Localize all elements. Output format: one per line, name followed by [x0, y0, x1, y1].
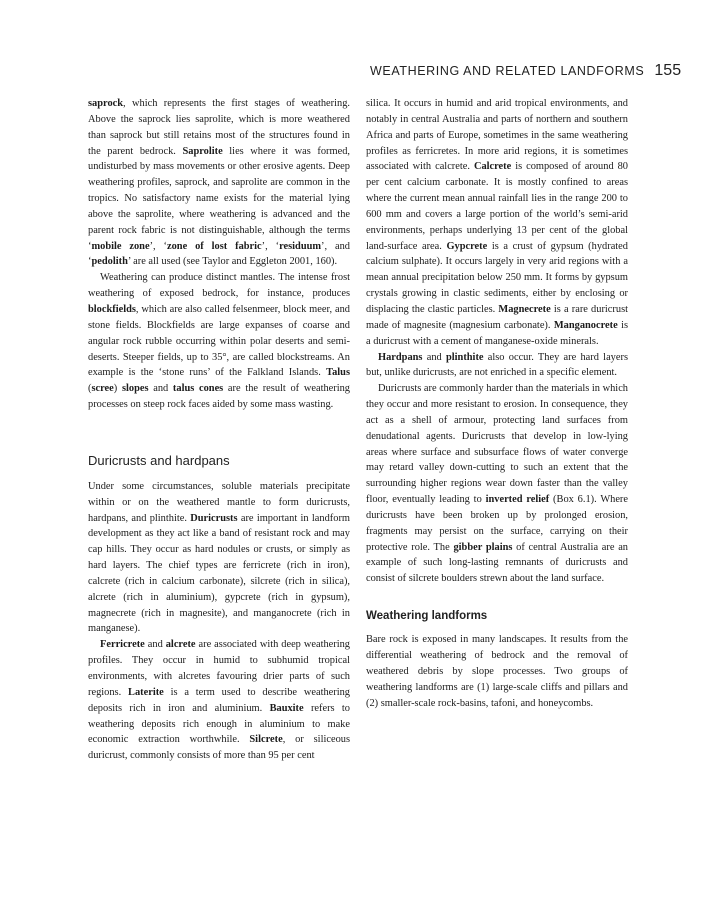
section-heading-duricrusts: Duricrusts and hardpans: [88, 452, 230, 468]
key-term: slopes: [121, 383, 149, 395]
paragraph-duricrust-resistance: Duricrusts are commonly harder than the materials in which they occur and more resistant to erosion. In consequence, they act as a shell of armour, protecting land surfaces from denudational agents. Duricrusts that develop in low-lying areas where surface and subsurface flows of water converge may retard valley down-cutting to such an extent that the surrounding higher regions wear down faster than the valley floor, eventually leading to inverted relief (Box 6.1). Where duricrusts have been broken up by prolonged erosion, fragments may persist on the surface, carrying on their protective role. The gibber plains of central Australia are an example of such long-lasting remnants of duricrusts and consist of silcrete boulders strewn about the land surface.: [366, 383, 629, 585]
key-term: saprock: [88, 98, 124, 109]
key-term: scree: [91, 383, 114, 395]
key-term: residuum: [279, 240, 322, 252]
key-term: gibber plains: [453, 541, 513, 553]
key-term: talus cones: [172, 383, 224, 395]
key-term: Duricrusts: [190, 512, 238, 524]
key-term: Manganocrete: [553, 319, 618, 331]
key-term: Hardpans: [378, 351, 423, 363]
paragraph-duricrusts-intro: Under some circumstances, soluble materials precipitate within or on the weathered mantle to form duricrusts, hardpans, and plinthite. Duricrusts are important in landform development as they act like a band of resistant rock and may cap hills. They occur as hard nodules or crusts, or simply as hard layers. The chief types are ferricrete (rich in iron), calcrete (rich in calcium carbonate), silcrete (rich in silica), alcrete (rich in aluminium), gypcrete (rich in gypsum), magnecrete (rich in magnesite), and manganocrete (rich in manganese).: [88, 480, 350, 635]
subheading-weathering-landforms: Weathering landforms: [366, 610, 488, 623]
key-term: inverted relief: [485, 494, 550, 506]
key-term: alcrete: [165, 639, 196, 651]
running-title: WEATHERING AND RELATED LANDFORMS: [370, 64, 645, 78]
paragraph-bare-rock: Bare rock is exposed in many landscapes. It results from the differential weathering of bedrock and the removal of weathered debris by slope processes. Two groups of weathering landforms are (1) large-scale cliffs and pillars and (2) smaller-scale rock-basins, tafoni, and honeycombs.: [366, 634, 628, 709]
paragraph-ferricrete: Ferricrete and alcrete are associated with deep weathering profiles. They occur in humid to subhumid tropical environments, with alcretes favouring drier parts of such regions. Laterite is a term used to describe weathering deposits rich in iron and aluminium. Bauxite refers to weathering deposits rich enough in aluminium to make economic extraction worthwhile. Silcrete, or siliceous duricrust, commonly consists of more than 95 per cent: [88, 639, 350, 762]
key-term: plinthite: [445, 351, 484, 363]
key-term: mobile zone: [91, 240, 150, 252]
paragraph-mantles: Weathering can produce distinct mantles. The intense frost weathering of exposed bedrock, for instance, produces blockfields, which are also called felsenmeer, block meer, and stone fields. Blockfields are large expanses of coarse and angular rock rubble occurring within polar deserts and semi-deserts. Steeper fields, up to 35°, are called blockstreams. An example is the ‘stone runs’ of the Falkland Islands. Talus (scree) slopes and talus cones are the result of weathering processes on steep rock faces aided by some mass wasting.: [88, 272, 351, 411]
key-term: Saprolite: [182, 145, 223, 157]
key-term: pedolith: [91, 256, 128, 268]
paragraph-hardpans: Hardpans and plinthite also occur. They are hard layers but, unlike duricrusts, are not enriched in a specific element.: [366, 351, 628, 379]
key-term: Bauxite: [269, 702, 304, 714]
right-column: [366, 96, 628, 711]
key-term: Laterite: [128, 686, 164, 698]
key-term: Magnecrete: [498, 303, 551, 315]
key-term: zone of lost fabric: [167, 240, 262, 252]
key-term: Talus: [326, 367, 350, 379]
key-term: Ferricrete: [100, 639, 145, 651]
key-term: blockfields: [88, 303, 136, 315]
paragraph-saprock: saprock, which represents the first stages of weathering. Above the saprock lies saprolite, which is more weathered than saprock but still retains most of the structures found in the parent bedrock. Saprolite lies where it was formed, undisturbed by mass movements or other erosive agents. Deep weathering profiles, saprock, and saprolite are common in the tropics. No satisfactory name exists for the material lying above the saprolite, where weathering is advanced and the parent rock fabric is not distinguishable, although the terms ‘mobile zone’, ‘zone of lost fabric’, ‘residuum’, and ‘pedolith’ are all used (see Taylor and Eggleton 2001, 160).: [88, 98, 350, 268]
key-term: Silcrete: [249, 734, 283, 746]
key-term: Gypcrete: [446, 240, 488, 252]
left-column: [88, 96, 350, 764]
running-header: [370, 62, 682, 80]
page-number: 155: [654, 62, 682, 79]
paragraph-silica: silica. It occurs in humid and arid tropical environments, and notably in central Australia and parts of northern and southern Africa and parts of Europe, sometimes in the same weathering profiles as ferricretes. In more arid regions, it is sometimes associated with calcrete. Calcrete is composed of around 80 per cent calcium carbonate. It is mostly confined to areas where the current mean annual rainfall lies in the range 200 to 600 mm and covers a large portion of the world’s semi-arid environments, perhaps underlying 13 per cent of the global land-surface area. Gypcrete is a crust of gypsum (hydrated calcium sulphate). It occurs largely in very arid regions with a mean annual precipitation below 250 mm. It forms by gypsum crystals growing in clastic sediments, either by enclosing or displacing the clastic particles. Magnecrete is a rare duricrust made of magnesite (magnesium carbonate). Manganocrete is a duricrust with a cement of manganese-oxide minerals.: [366, 98, 628, 347]
key-term: Calcrete: [473, 161, 512, 173]
